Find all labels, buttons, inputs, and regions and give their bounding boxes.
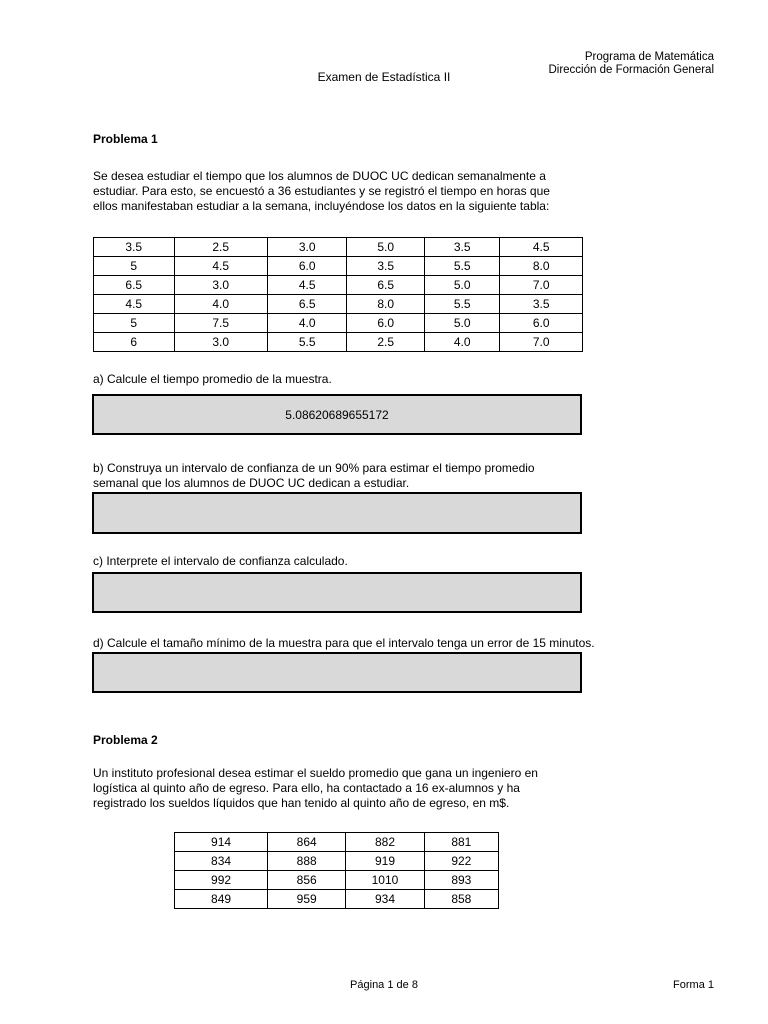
question-a: a) Calcule el tiempo promedio de la muestra.: [93, 372, 332, 386]
table-cell: 4.0: [267, 314, 347, 333]
table-cell: 893: [424, 871, 498, 890]
table-cell: 849: [175, 890, 268, 909]
table-cell: 6.5: [347, 276, 425, 295]
answer-b-field[interactable]: [92, 492, 582, 534]
table-cell: 919: [346, 852, 424, 871]
table-row: [94, 295, 583, 314]
question-c: c) Interprete el intervalo de confianza calculado.: [93, 554, 348, 568]
table-cell: 3.5: [347, 257, 425, 276]
table-cell: 6.0: [500, 314, 583, 333]
direction-name: Dirección de Formación General: [548, 64, 714, 76]
table-cell: 5.5: [424, 257, 500, 276]
table-cell: 4.0: [424, 333, 500, 352]
table-cell: 959: [268, 890, 346, 909]
table-cell: 5: [94, 314, 175, 333]
problem2-statement: [93, 766, 613, 811]
table-cell: 1010: [346, 871, 424, 890]
question-d: d) Calcule el tamaño mínimo de la muestra para que el intervalo tenga un error de 15 minutos.: [93, 636, 595, 650]
table-cell: 4.0: [174, 295, 267, 314]
statement-line: estudiar. Para esto, se encuestó a 36 estudiantes y se registró el tiempo en horas que: [93, 184, 550, 198]
answer-d-field[interactable]: [92, 652, 582, 693]
table-cell: 2.5: [347, 333, 425, 352]
table-cell: 6.5: [267, 295, 347, 314]
table-row: [175, 852, 499, 871]
table-row: [94, 314, 583, 333]
table-cell: 4.5: [94, 295, 175, 314]
table-cell: 7.0: [500, 276, 583, 295]
table-cell: 5: [94, 257, 175, 276]
answer-c-field[interactable]: [92, 572, 582, 613]
question-b-line: b) Construya un intervalo de confianza de un 90% para estimar el tiempo promedio: [93, 461, 535, 475]
table-cell: 858: [424, 890, 498, 909]
table-cell: 3.5: [500, 295, 583, 314]
problem2-heading: Problema 2: [93, 733, 158, 747]
table-cell: 6: [94, 333, 175, 352]
question-b: [93, 461, 613, 491]
problem2-data-table: [174, 832, 499, 909]
table-cell: 4.5: [174, 257, 267, 276]
table-cell: 5.5: [267, 333, 347, 352]
table-row: [94, 238, 583, 257]
problem1-data-table: [93, 237, 583, 352]
table-cell: 7.5: [174, 314, 267, 333]
table-row: [94, 276, 583, 295]
table-cell: 3.5: [94, 238, 175, 257]
table-cell: 3.0: [267, 238, 347, 257]
table-cell: 992: [175, 871, 268, 890]
table-cell: 856: [268, 871, 346, 890]
table-cell: 3.0: [174, 276, 267, 295]
table-cell: 5.0: [424, 314, 500, 333]
table-cell: 6.0: [347, 314, 425, 333]
table-cell: 8.0: [347, 295, 425, 314]
statement-line: Se desea estudiar el tiempo que los alumnos de DUOC UC dedican semanalmente a: [93, 169, 546, 183]
statement-line: registrado los sueldos líquidos que han tenido al quinto año de egreso, en m$.: [93, 796, 510, 810]
table-cell: 864: [268, 833, 346, 852]
question-b-line: semanal que los alumnos de DUOC UC dedican a estudiar.: [93, 476, 410, 490]
table-row: [175, 871, 499, 890]
table-row: [175, 833, 499, 852]
table-cell: 888: [268, 852, 346, 871]
table-cell: 834: [175, 852, 268, 871]
table-cell: 922: [424, 852, 498, 871]
table-cell: 914: [175, 833, 268, 852]
table-row: [94, 257, 583, 276]
program-name: Programa de Matemática: [584, 51, 714, 63]
form-number: Forma 1: [673, 979, 714, 991]
table-cell: 6.0: [267, 257, 347, 276]
problem1-statement: [93, 169, 613, 214]
table-cell: 5.5: [424, 295, 500, 314]
statement-line: Un instituto profesional desea estimar el sueldo promedio que gana un ingeniero en: [93, 766, 538, 780]
table-cell: 3.0: [174, 333, 267, 352]
problem1-heading: Problema 1: [93, 132, 158, 146]
page-number: Página 1 de 8: [350, 979, 418, 991]
table-cell: 2.5: [174, 238, 267, 257]
statement-line: ellos manifestaban estudiar a la semana, incluyéndose los datos en la siguiente tabla:: [93, 199, 550, 213]
statement-line: logística al quinto año de egreso. Para ello, ha contactado a 16 ex-alumnos y ha: [93, 781, 520, 795]
answer-a-field[interactable]: 5.08620689655172: [92, 394, 582, 435]
table-cell: 934: [346, 890, 424, 909]
table-row: [175, 890, 499, 909]
table-cell: 8.0: [500, 257, 583, 276]
table-cell: 4.5: [500, 238, 583, 257]
table-row: [94, 333, 583, 352]
table-cell: 5.0: [347, 238, 425, 257]
table-cell: 881: [424, 833, 498, 852]
table-cell: 3.5: [424, 238, 500, 257]
table-cell: 882: [346, 833, 424, 852]
table-cell: 7.0: [500, 333, 583, 352]
table-cell: 4.5: [267, 276, 347, 295]
table-cell: 5.0: [424, 276, 500, 295]
exam-title: Examen de Estadística II: [317, 70, 451, 84]
table-cell: 6.5: [94, 276, 175, 295]
